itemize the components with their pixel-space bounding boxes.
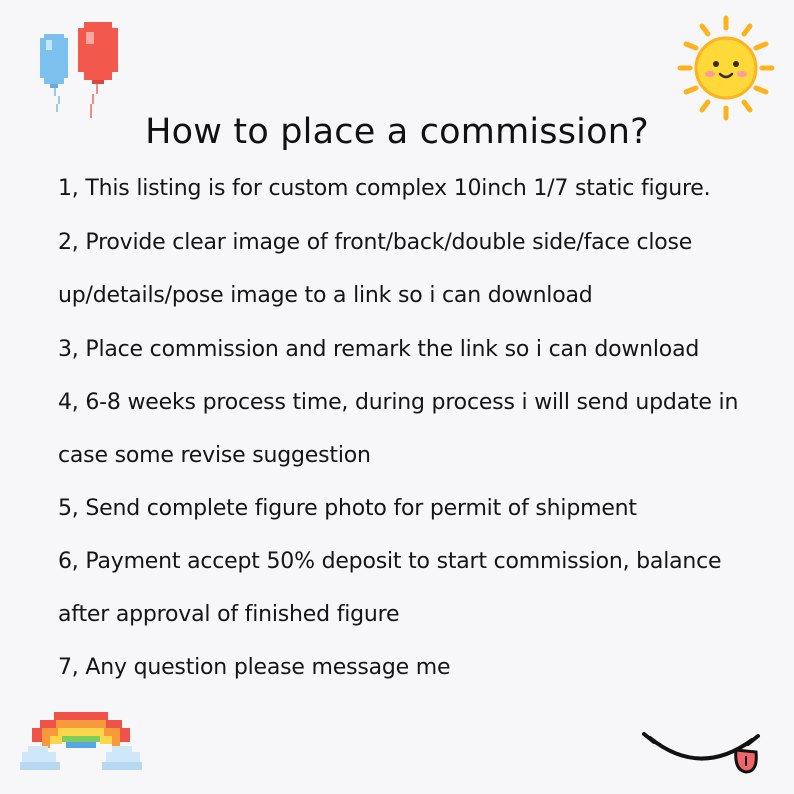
page-title: How to place a commission? xyxy=(145,112,649,152)
instruction-line-6: 6, Payment accept 50% deposit to start commission, balance xyxy=(58,549,722,574)
instruction-line-4-cont: case some revise suggestion xyxy=(58,443,371,468)
sun-icon xyxy=(670,14,782,122)
instruction-line-6-cont: after approval of finished figure xyxy=(58,602,400,627)
instruction-line-2: 2, Provide clear image of front/back/double side/face close xyxy=(58,230,693,255)
instruction-line-3: 3, Place commission and remark the link so i can download xyxy=(58,337,700,362)
balloons-icon xyxy=(34,20,134,124)
instruction-line-7: 7, Any question please message me xyxy=(58,655,451,680)
instruction-line-2-cont: up/details/pose image to a link so i can download xyxy=(58,283,593,308)
instruction-line-4: 4, 6-8 weeks process time, during process i will send update in xyxy=(58,390,739,415)
smiley-tongue-icon xyxy=(640,724,768,784)
rainbow-icon xyxy=(20,712,142,782)
instruction-line-5: 5, Send complete figure photo for permit of shipment xyxy=(58,496,637,521)
instruction-line-1: 1, This listing is for custom complex 10inch 1/7 static figure. xyxy=(58,176,711,201)
